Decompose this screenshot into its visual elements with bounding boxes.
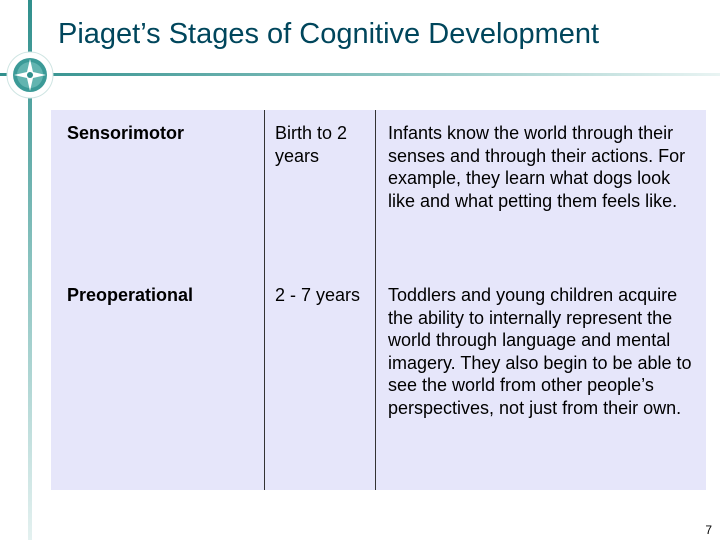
stage-description-cell: Toddlers and young children acquire the ability to internally represent the world through language and mental imagery. They also begin to be able to see the world from other people’s perspectives, not just from their own. xyxy=(376,272,707,490)
age-range-cell: Birth to 2 years xyxy=(265,110,376,272)
table-row xyxy=(51,272,706,490)
vertical-accent-line xyxy=(28,0,32,540)
stage-name-cell: Preoperational xyxy=(67,285,194,305)
stage-name-cell: Sensorimotor xyxy=(67,123,185,143)
slide-number: 7 xyxy=(705,523,712,537)
stage-description-cell: Infants know the world through their senses and through their actions. For example, they learn what dogs look like and what petting them feels like. xyxy=(376,110,707,272)
age-range-cell: 2 - 7 years xyxy=(265,272,376,490)
compass-star-icon xyxy=(7,52,53,98)
table-row xyxy=(51,110,706,272)
horizontal-accent-line xyxy=(0,73,720,76)
slide-title: Piaget’s Stages of Cognitive Development xyxy=(58,18,600,50)
stages-table xyxy=(51,110,706,490)
